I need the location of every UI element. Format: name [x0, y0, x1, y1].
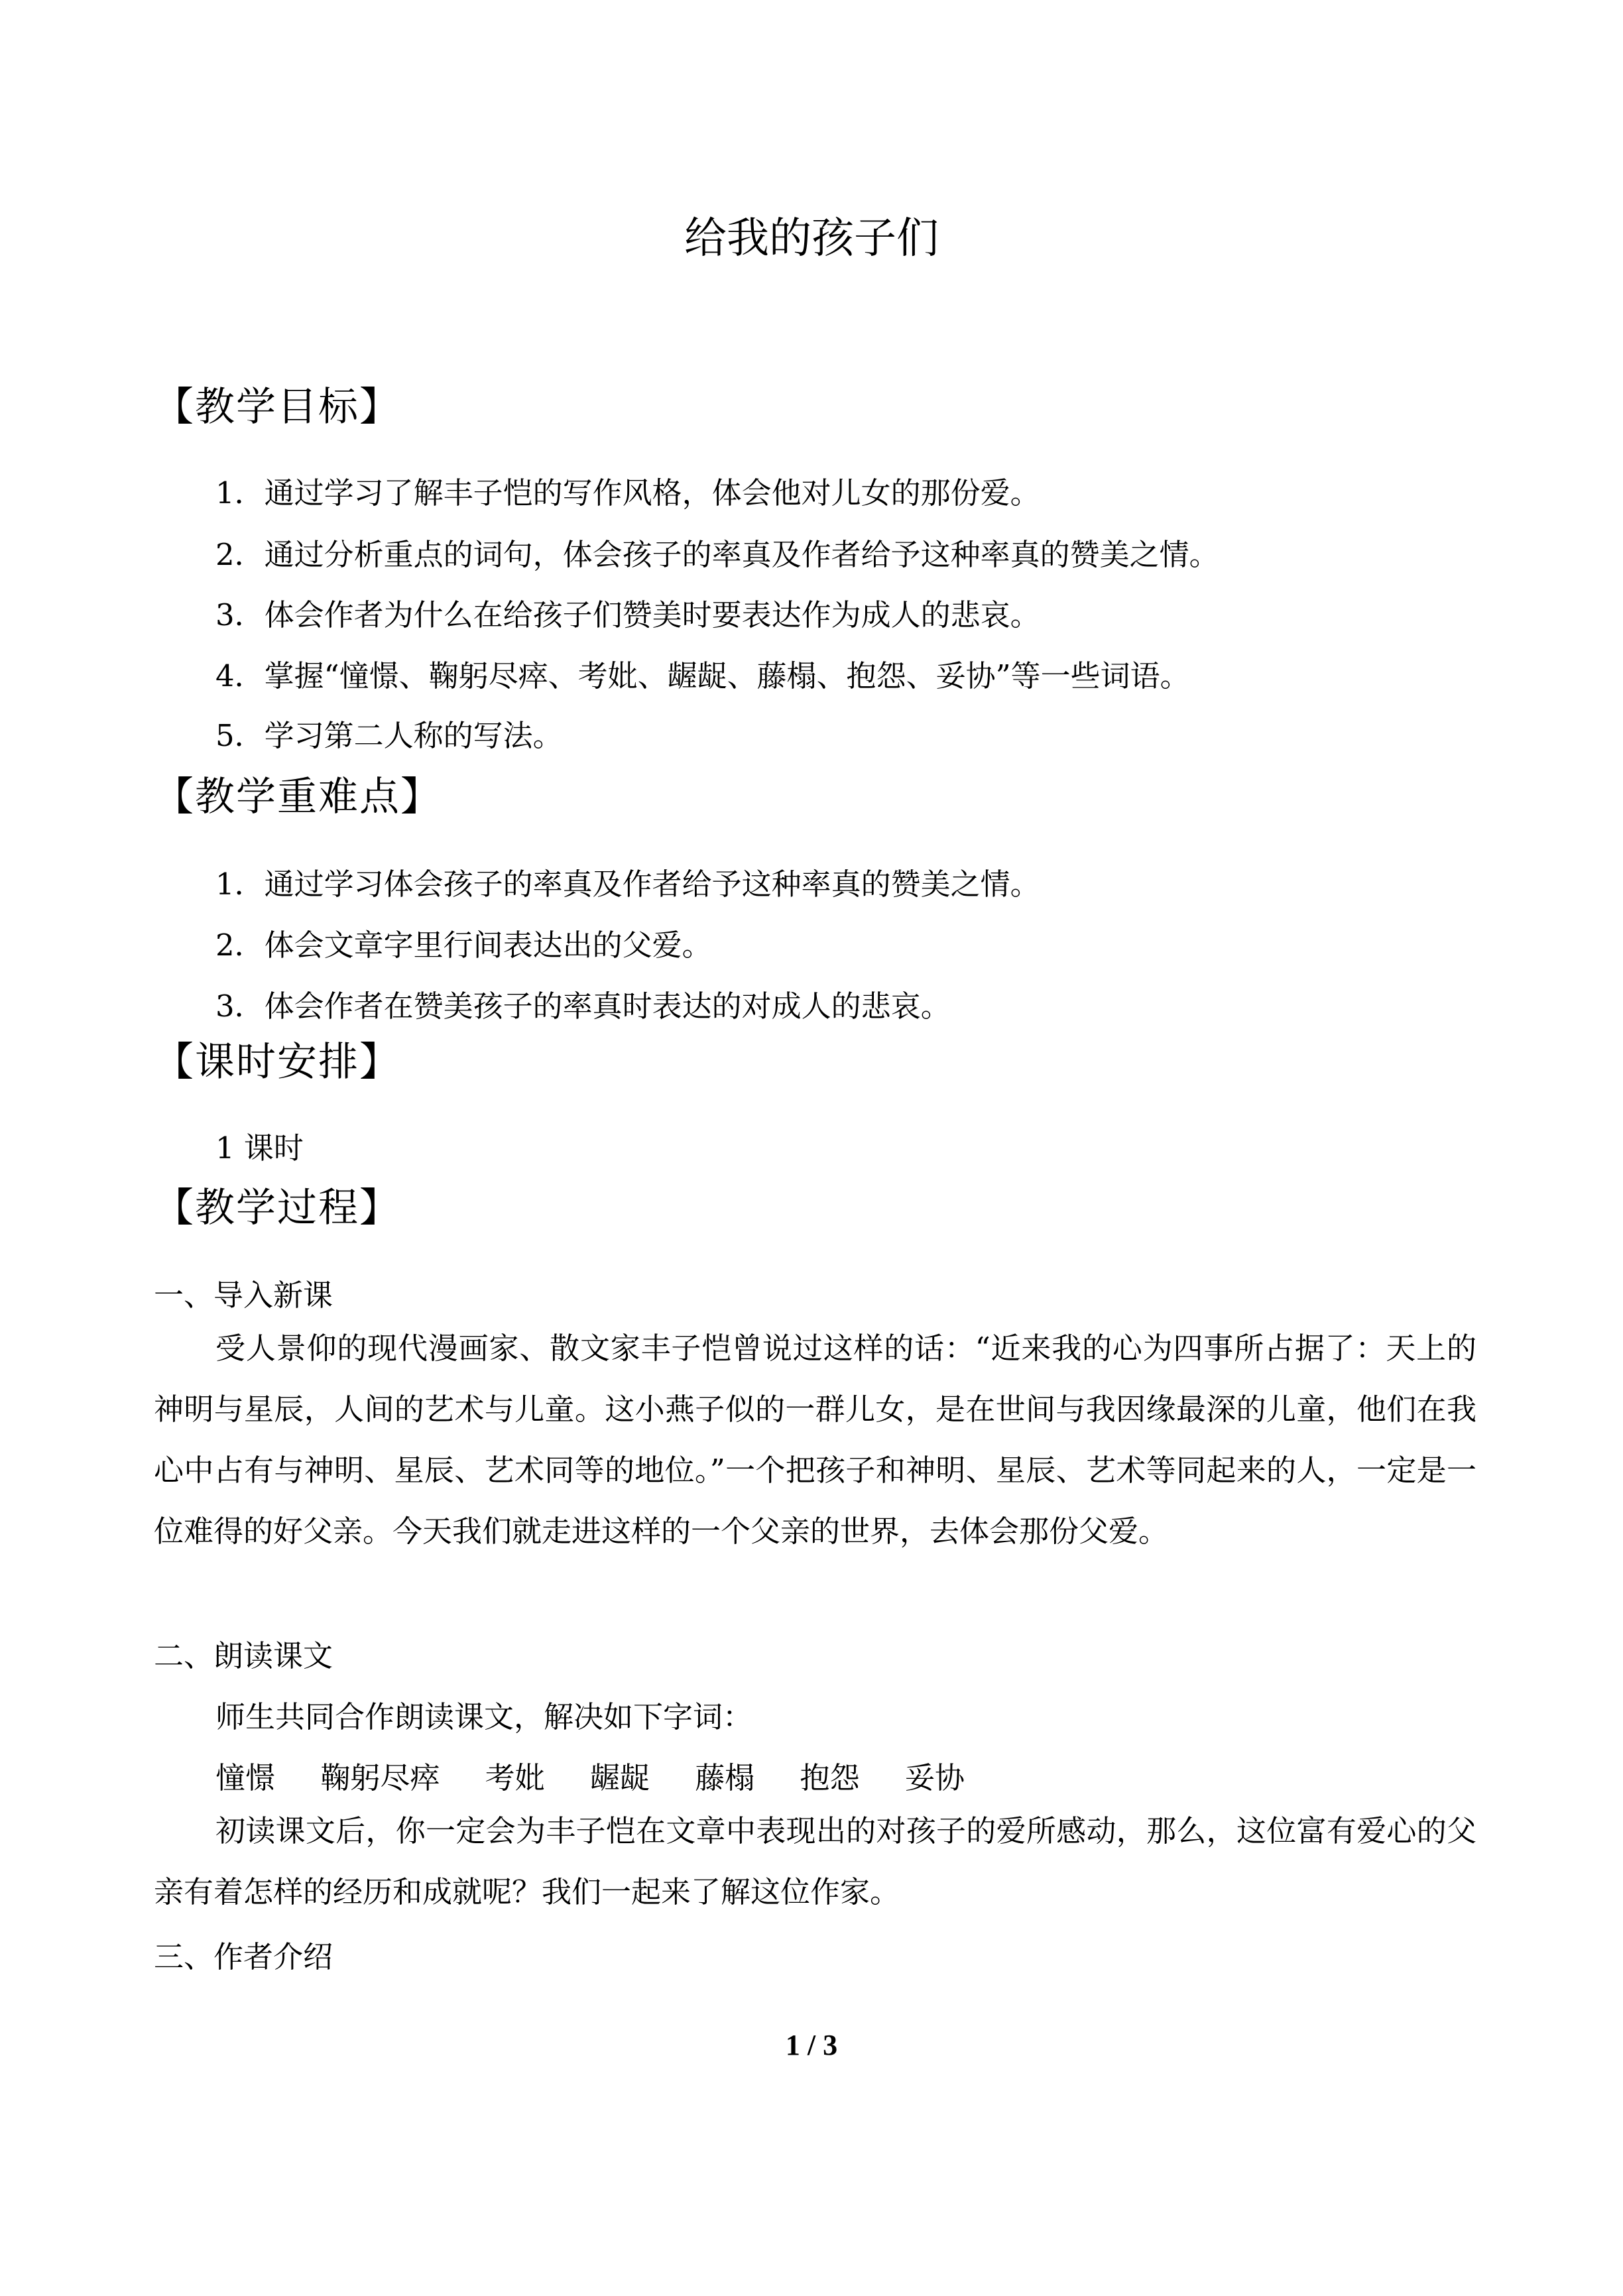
vocab-word: 鞠躬尽瘁: [320, 1760, 440, 1795]
section-heading-key-points: 【教学重难点】: [154, 774, 442, 820]
objective-item: 3．体会作者为什么在给孩子们赞美时要表达作为成人的悲哀。: [215, 597, 1040, 633]
vocab-word: 抱怨: [800, 1760, 860, 1795]
process-part-title: 二、朗读课文: [154, 1638, 333, 1673]
process-paragraph: 受人景仰的现代漫画家、散文家丰子恺曾说过这样的话：“近来我的心为四事所占据了：天上的神明与星辰，人间的艺术与儿童。这小燕子似的一群儿女，是在世间与我因缘最深的儿童，他们在我心中占有与神明、星辰、艺术同等的地位。”一个把孩子和神明、星辰、艺术等同起来的人，一定是一位难得的好父亲。今天我们就走进这样的一个父亲的世界，去体会那份父爱。: [154, 1331, 1476, 1549]
process-intro: 师生共同合作朗读课文，解决如下字词：: [215, 1699, 753, 1734]
vocab-word: 憧憬: [215, 1760, 276, 1795]
vocab-word: 龌龊: [589, 1760, 650, 1795]
vocab-word: 考妣: [485, 1760, 545, 1795]
section-heading-objectives: 【教学目标】: [154, 384, 400, 430]
vocab-list: [215, 1757, 1000, 1799]
vocab-word: 藤榻: [695, 1760, 755, 1795]
key-point-item: 3．体会作者在赞美孩子的率真时表达的对成人的悲哀。: [215, 989, 951, 1024]
page-indicator: 1 / 3: [785, 2029, 838, 2061]
objective-item: 5．学习第二人称的写法。: [215, 718, 563, 753]
process-paragraph: 初读课文后，你一定会为丰子恺在文章中表现出的对孩子的爱所感动，那么，这位富有爱心的父亲有着怎样的经历和成就呢？我们一起来了解这位作家。: [154, 1813, 1476, 1909]
key-point-item: 1．通过学习体会孩子的率真及作者给予这种率真的赞美之情。: [215, 867, 1040, 902]
objective-item: 4．掌握“憧憬、鞠躬尽瘁、考妣、龌龊、藤榻、抱怨、妥协”等一些词语。: [215, 658, 1190, 694]
document-title: 给我的孩子们: [684, 214, 939, 263]
objective-item: 2．通过分析重点的词句，体会孩子的率真及作者给予这种率真的赞美之情。: [215, 537, 1219, 572]
process-part-title: 三、作者介绍: [154, 1939, 333, 1974]
key-point-item: 2．体会文章字里行间表达出的父爱。: [215, 928, 712, 963]
schedule-text: 1 课时: [215, 1130, 304, 1166]
section-heading-schedule: 【课时安排】: [154, 1039, 400, 1085]
objective-item: 1．通过学习了解丰子恺的写作风格，体会他对儿女的那份爱。: [215, 475, 1040, 511]
process-part-title: 一、导入新课: [154, 1278, 333, 1313]
section-heading-process: 【教学过程】: [154, 1185, 400, 1231]
vocab-word: 妥协: [904, 1760, 965, 1795]
